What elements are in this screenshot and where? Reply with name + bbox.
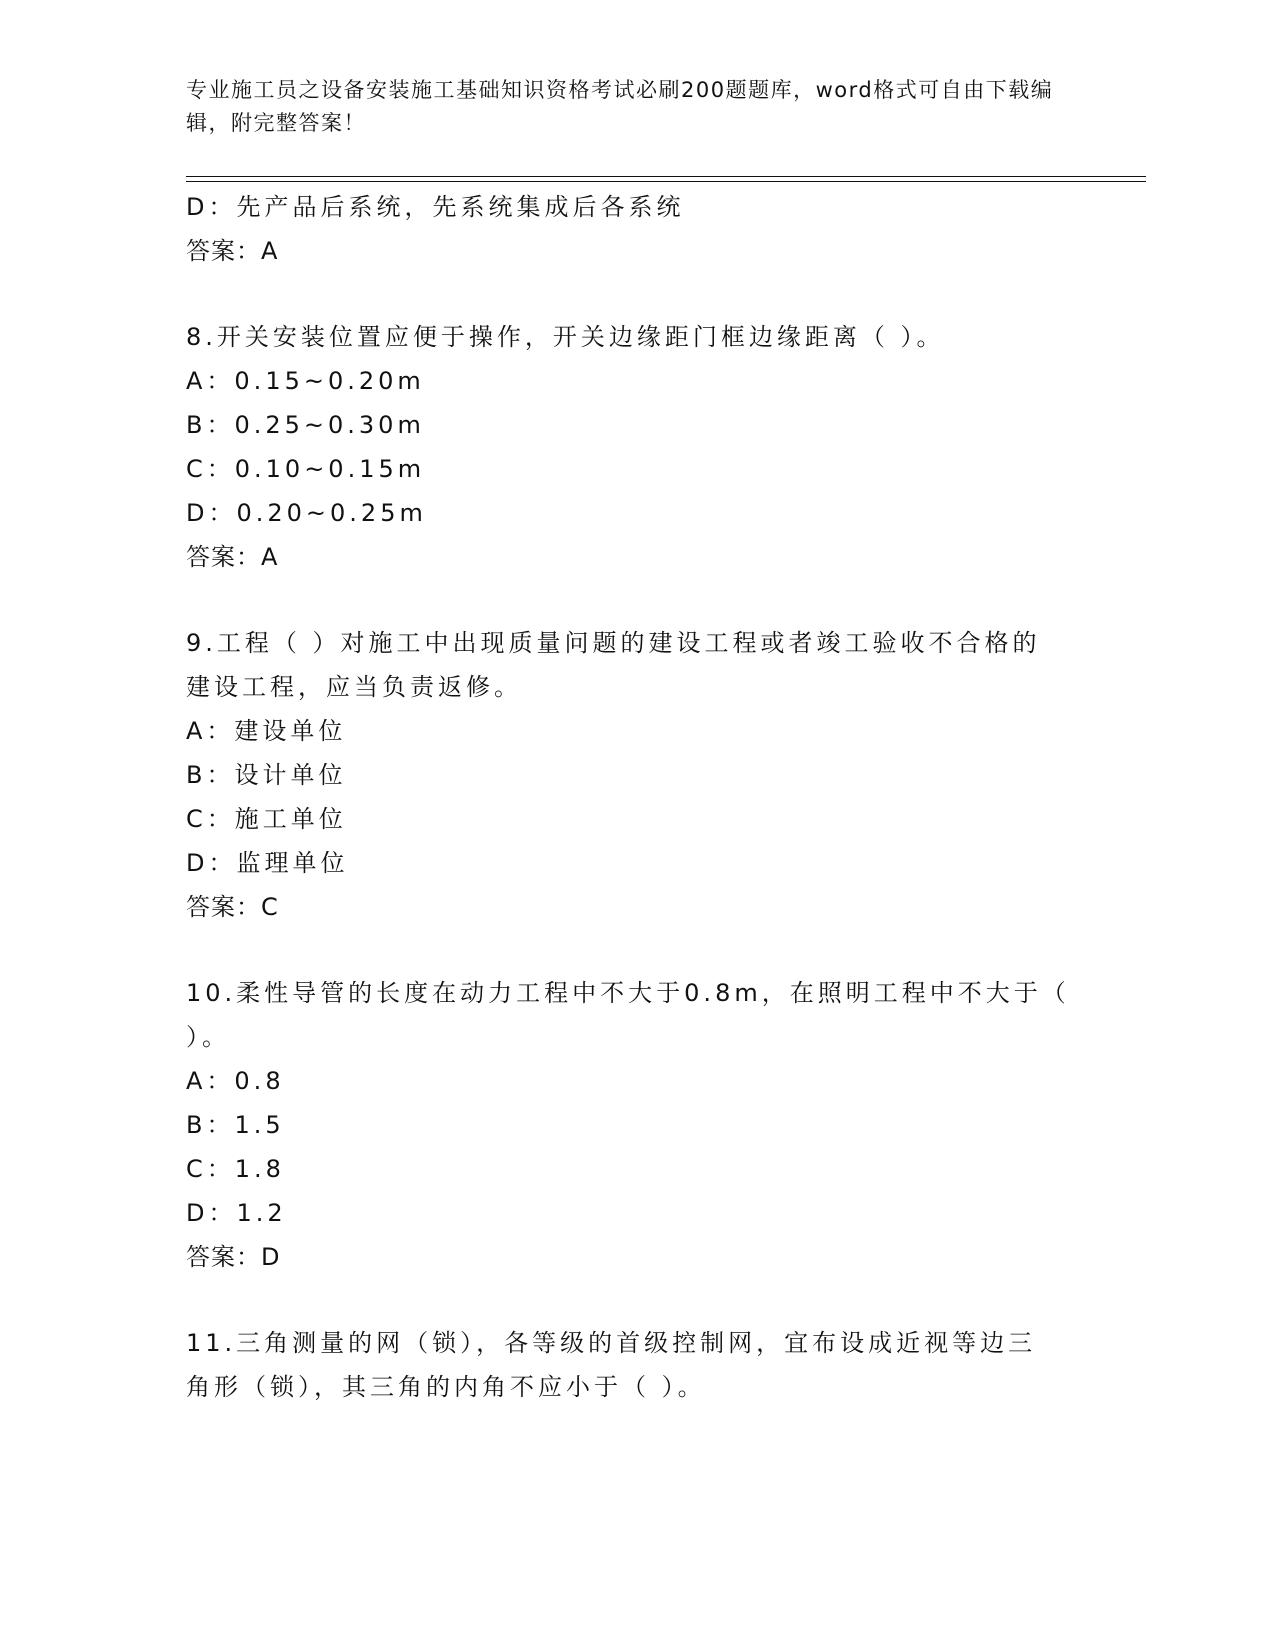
question-9-answer: 答案：C [186, 893, 279, 921]
question-8-answer: 答案：A [186, 543, 279, 571]
header-rule-bottom [186, 181, 1146, 182]
question-8-option-a: A：0.15~0.20m [186, 367, 425, 395]
question-10-option-d: D：1.2 [186, 1199, 287, 1227]
question-11-stem-line1: 11.三角测量的网（锁），各等级的首级控制网，宜布设成近视等边三 [186, 1329, 1037, 1357]
question-10-option-c: C：1.8 [186, 1155, 285, 1183]
question-10-stem-line1: 10.柔性导管的长度在动力工程中不大于0.8m，在照明工程中不大于（ [186, 979, 1070, 1007]
question-10-option-a: A：0.8 [186, 1067, 285, 1095]
question-9-option-c: C：施工单位 [186, 805, 347, 833]
question-9-stem-line2: 建设工程，应当负责返修。 [186, 673, 522, 701]
header-rule-top [186, 176, 1146, 177]
question-10-answer: 答案：D [186, 1243, 281, 1271]
question-8-option-b: B：0.25~0.30m [186, 411, 425, 439]
document-header: 专业施工员之设备安装施工基础知识资格考试必刷200题题库，word格式可自由下载编辑，附完整答案！ [186, 78, 1054, 135]
question-8-option-c: C：0.10~0.15m [186, 455, 426, 483]
carryover-answer: 答案：A [186, 237, 279, 265]
question-9-stem-line1: 9.工程（ ）对施工中出现质量问题的建设工程或者竣工验收不合格的 [186, 629, 1041, 657]
question-10-option-b: B：1.5 [186, 1111, 285, 1139]
carryover-option-d: D：先产品后系统，先系统集成后各系统 [186, 193, 685, 221]
question-8-stem: 8.开关安装位置应便于操作，开关边缘距门框边缘距离（ ）。 [186, 323, 945, 351]
question-8-option-d: D：0.20~0.25m [186, 499, 427, 527]
question-11-stem-line2: 角形（锁），其三角的内角不应小于（ ）。 [186, 1373, 706, 1401]
question-9-option-d: D：监理单位 [186, 849, 349, 877]
question-9-option-b: B：设计单位 [186, 761, 347, 789]
question-10-stem-line2: ）。 [186, 1023, 230, 1051]
question-9-option-a: A：建设单位 [186, 717, 347, 745]
